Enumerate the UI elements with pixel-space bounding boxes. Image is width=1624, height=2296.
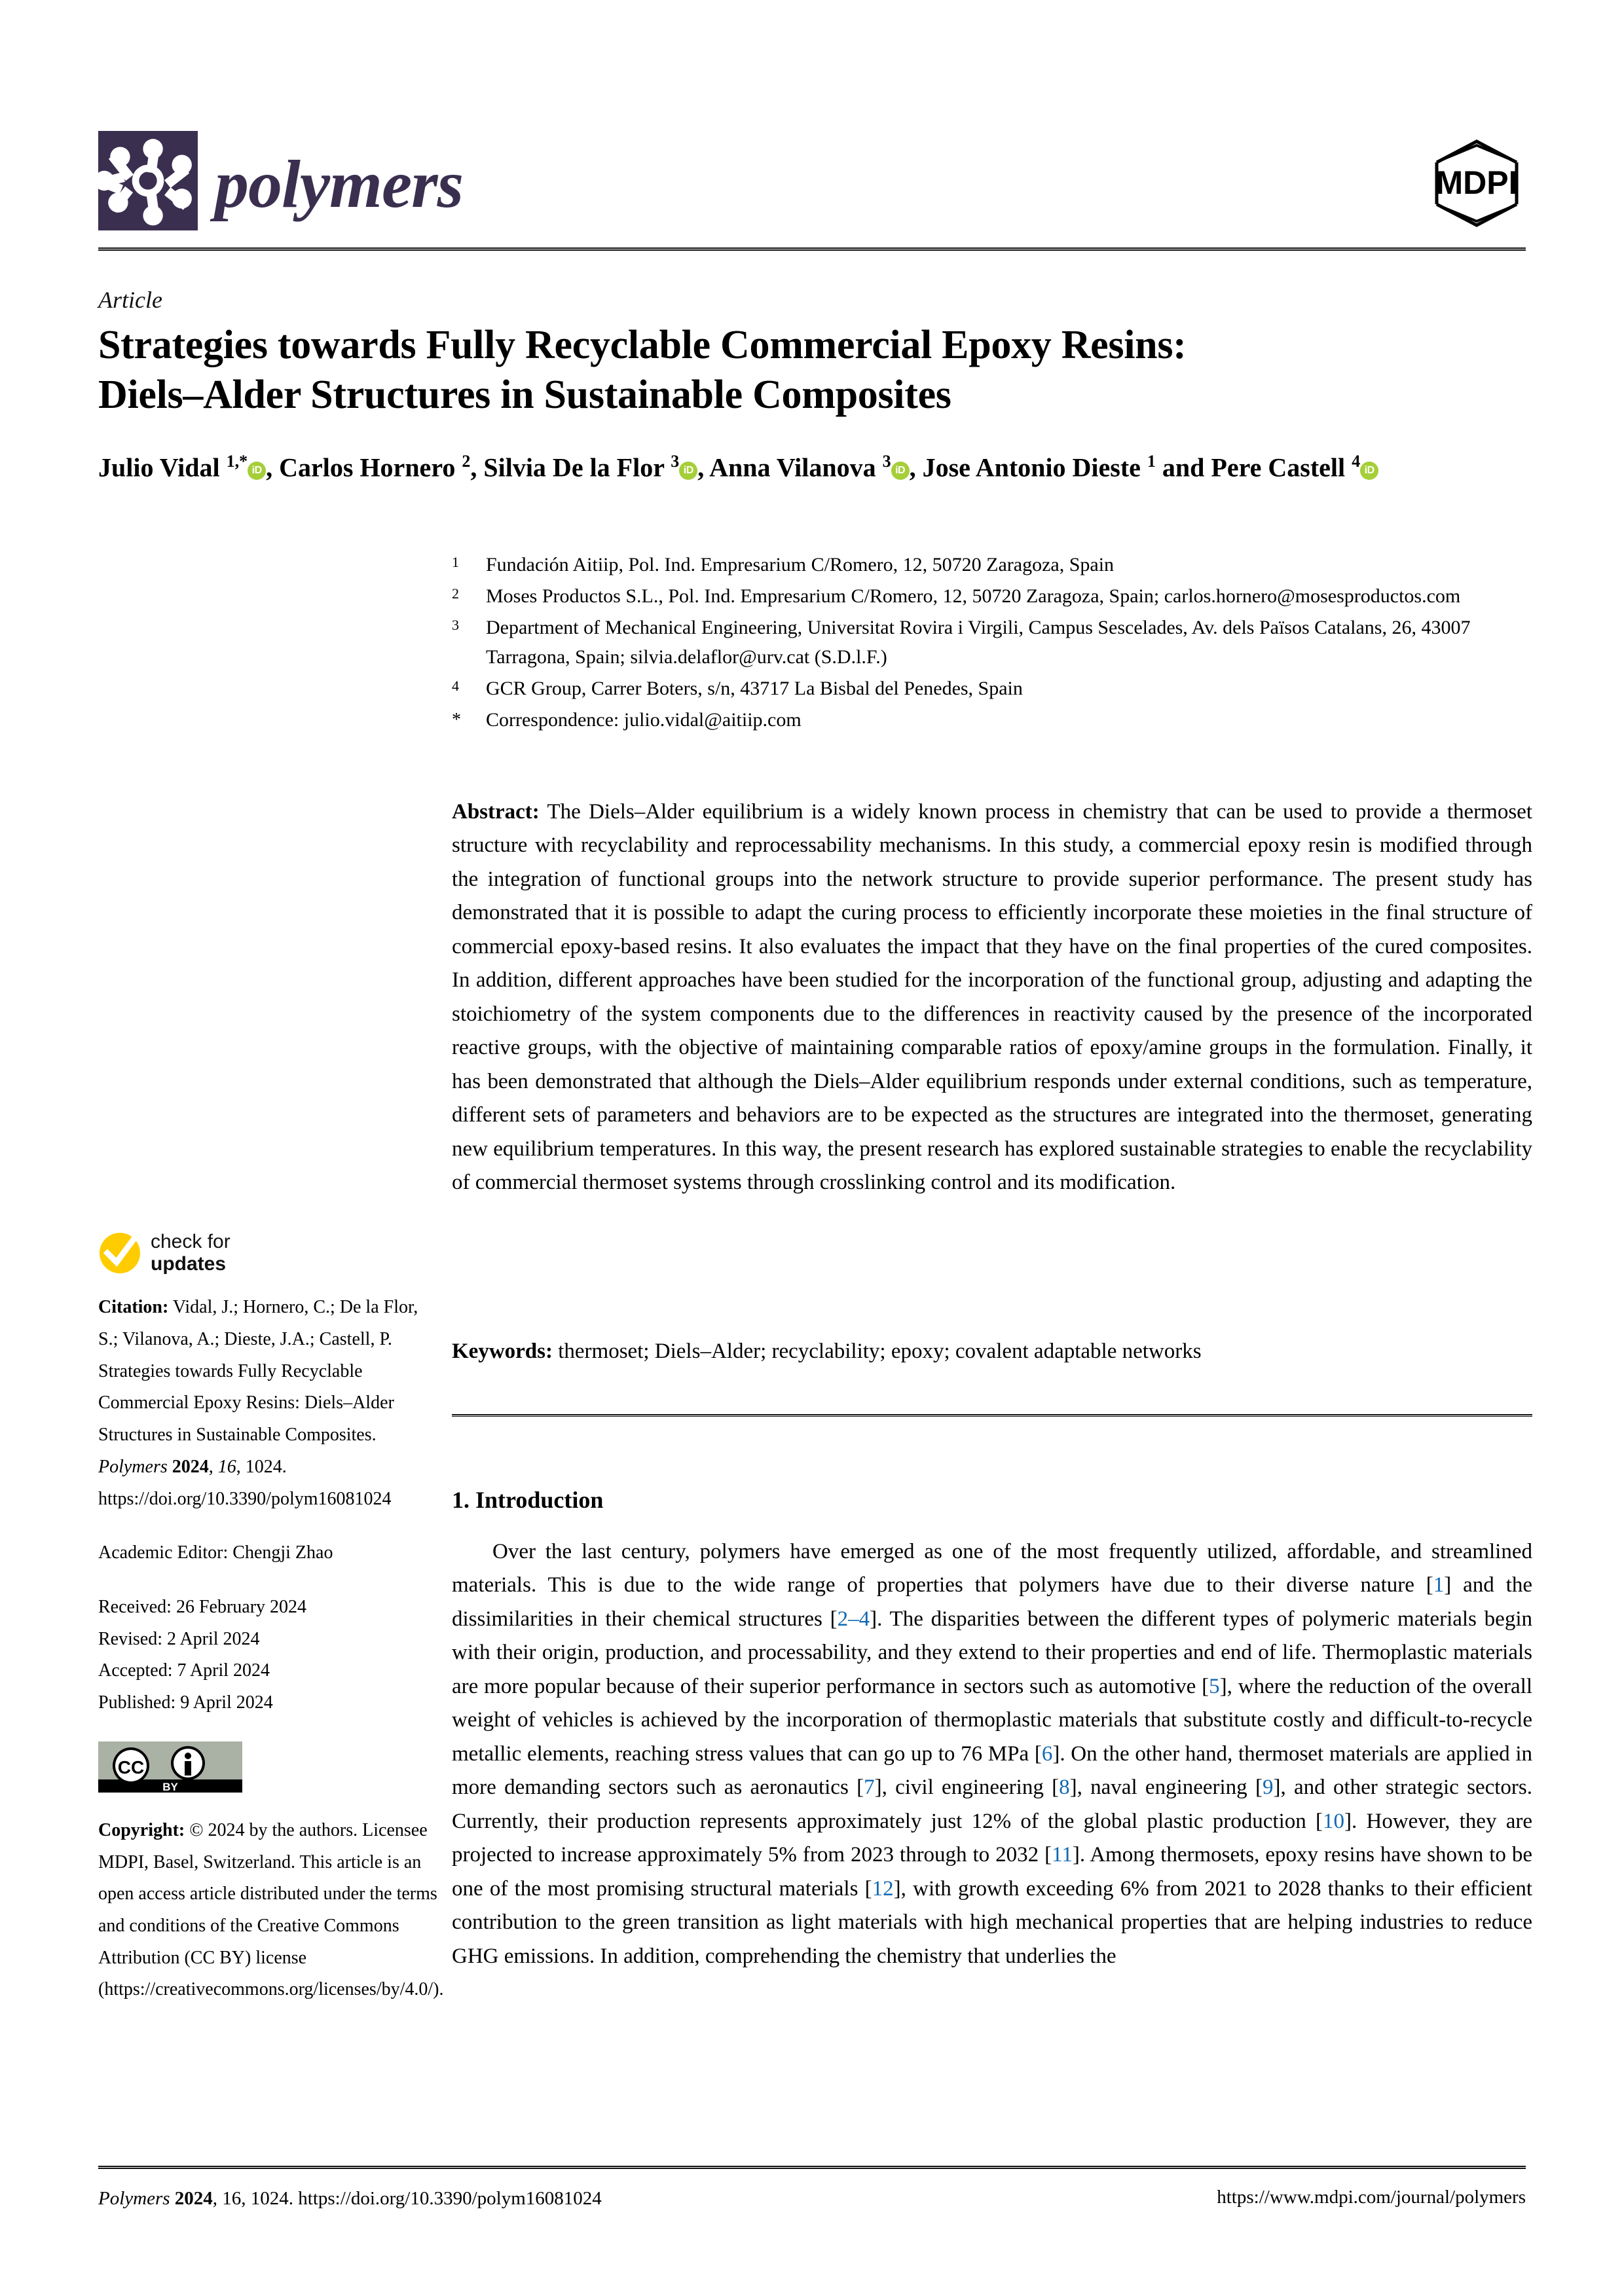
author-list	[98, 450, 1539, 484]
publication-date-row: Published: 9 April 2024	[98, 1692, 273, 1713]
citation-reference-link[interactable]: 5	[1209, 1674, 1220, 1698]
header-divider	[98, 247, 1526, 251]
affiliation-row	[452, 705, 1532, 735]
citation-reference-link[interactable]: 2–4	[837, 1607, 870, 1631]
citation-reference-link[interactable]: 9	[1262, 1776, 1274, 1800]
citation-reference-link[interactable]: 6	[1041, 1741, 1053, 1766]
author-separator: ,	[909, 452, 923, 483]
journal-logo[interactable]	[98, 131, 463, 230]
keywords-block	[452, 1336, 1532, 1368]
paragraph-text: ], where the reduction of the overall weight of vehicles is achieved by the incorporation of thermoplastic materials that substitute costly and difficult-to-recycle metallic elements, reaching stress values that can go up to 76 MPa [	[452, 1674, 1532, 1766]
journal-name: polymers	[215, 147, 464, 222]
title-line-2: Diels–Alder Structures in Sustainable Composites	[98, 372, 951, 417]
cc-by-license-badge[interactable]	[98, 1741, 242, 1793]
affiliation-text: Correspondence: julio.vidal@aitiip.com	[486, 709, 802, 731]
citation-year: 2024	[172, 1456, 209, 1477]
footer-journal: Polymers	[98, 2188, 170, 2209]
abstract-divider	[452, 1414, 1532, 1417]
affiliation-marker: *	[452, 710, 461, 730]
section-heading-introduction: 1. Introduction	[452, 1487, 604, 1513]
footer-url[interactable]: https://www.mdpi.com/journal/polymers	[1217, 2187, 1526, 2208]
abstract-label: Abstract:	[452, 800, 540, 824]
citation-doi[interactable]: https://doi.org/10.3390/polym16081024	[98, 1488, 392, 1509]
footer-divider	[98, 2166, 1526, 2169]
citation-journal: Polymers	[98, 1456, 168, 1477]
author-affiliation-marker: 3	[671, 452, 680, 471]
author-affiliation-marker: 4	[1352, 452, 1361, 471]
affiliation-row	[452, 674, 1532, 703]
copyright-text: © 2024 by the authors. Licensee MDPI, Basel, Switzerland. This article is an open access article distributed under the terms and conditions of the Creative Commons Attribution (CC BY) license (https://creativecommons.org/licenses/by/4.0/).	[98, 1819, 444, 2000]
affiliation-text: Moses Productos S.L., Pol. Ind. Empresarium C/Romero, 12, 50720 Zaragoza, Spain; carlos.hornero@mosesproductos.com	[486, 585, 1461, 607]
affiliation-row	[452, 613, 1532, 672]
orcid-icon[interactable]: iD	[1360, 462, 1378, 480]
paragraph-text: ], civil engineering [	[874, 1776, 1060, 1800]
citation-authors: Vidal, J.; Hornero, C.; De la Flor, S.; Vilanova, A.; Dieste, J.A.; Castell, P.	[98, 1297, 418, 1349]
author-separator: ,	[470, 452, 484, 483]
citation-pages: 1024	[245, 1456, 282, 1477]
author-separator: ,	[266, 452, 280, 483]
mdpi-logo[interactable]	[1428, 136, 1526, 228]
svg-text:CC: CC	[117, 1757, 145, 1777]
author-affiliation-marker: 3	[882, 452, 891, 471]
paragraph-text: ], with growth exceeding 6% from 2021 to 2028 thanks to their efficient contribution to the green transition as light materials with high mechanical properties that are helping industries to reduce GHG emissions. In addition, comprehending the chemistry that underlies the	[452, 1876, 1532, 1968]
page-header	[98, 131, 1526, 236]
affiliation-text: Fundación Aitiip, Pol. Ind. Empresarium C/Romero, 12, 50720 Zaragoza, Spain	[486, 554, 1115, 575]
title-line-1: Strategies towards Fully Recyclable Commercial Epoxy Resins:	[98, 323, 1187, 367]
introduction-paragraph	[452, 1535, 1532, 1973]
affiliations-block	[452, 550, 1532, 737]
sidebar	[98, 1231, 444, 2028]
author-name: Silvia De la Flor	[483, 452, 671, 483]
check-mark-icon	[98, 1231, 141, 1275]
citation-title: Strategies towards Fully Recyclable Commercial Epoxy Resins: Diels–Alder Structures in Sustainable Composites.	[98, 1360, 394, 1446]
author-name: Carlos Hornero	[279, 452, 462, 483]
affiliation-marker: 2	[452, 585, 459, 602]
citation-volume: 16	[217, 1456, 236, 1477]
paragraph-text: ] and the dissimilarities in their chemical structures [	[452, 1573, 1532, 1631]
citation-label: Citation:	[98, 1297, 169, 1318]
copyright-label: Copyright:	[98, 1819, 185, 1840]
publication-date-row: Received: 26 February 2024	[98, 1596, 307, 1617]
footer-rest: , 16, 1024. https://doi.org/10.3390/polym16081024	[212, 2188, 602, 2209]
affiliation-marker: 4	[452, 678, 459, 694]
citation-reference-link[interactable]: 7	[864, 1776, 875, 1800]
polymers-molecule-icon	[98, 131, 198, 230]
check-for-updates-badge[interactable]	[98, 1231, 439, 1275]
publication-date-row: Revised: 2 April 2024	[98, 1628, 260, 1649]
check-for-updates-label	[151, 1231, 231, 1275]
orcid-icon[interactable]: iD	[248, 462, 266, 480]
svg-text:MDPI: MDPI	[1435, 164, 1518, 201]
affiliation-marker: 1	[452, 554, 459, 570]
paragraph-text: ]. Among thermosets, epoxy resins have shown to be one of the most promising structural materials [	[452, 1843, 1532, 1901]
academic-editor-name: Chengji Zhao	[232, 1542, 333, 1563]
academic-editor-label: Academic Editor:	[98, 1542, 229, 1563]
paragraph-text: ], and other strategic sectors. Currently, their production represents approximately just 12% of the global plastic production [	[452, 1776, 1533, 1833]
academic-editor-block	[98, 1537, 439, 1569]
orcid-icon[interactable]: iD	[891, 462, 910, 480]
publication-date-row: Accepted: 7 April 2024	[98, 1660, 270, 1681]
page-title	[98, 321, 1532, 420]
author-name: Jose Antonio Dieste	[922, 452, 1147, 483]
cfu-line-2: updates	[151, 1252, 227, 1275]
author-separator: ,	[697, 452, 710, 483]
citation-reference-link[interactable]: 11	[1052, 1843, 1073, 1867]
affiliation-row	[452, 581, 1532, 611]
footer-citation	[98, 2187, 602, 2212]
citation-reference-link[interactable]: 12	[872, 1876, 894, 1901]
article-type-label: Article	[98, 287, 162, 313]
author-affiliation-marker: 2	[462, 452, 471, 471]
citation-reference-link[interactable]: 10	[1323, 1809, 1345, 1833]
author-affiliation-marker: 1,*	[226, 452, 248, 471]
svg-text:BY: BY	[162, 1780, 178, 1793]
citation-reference-link[interactable]: 8	[1059, 1776, 1070, 1800]
paragraph-text: ], naval engineering [	[1069, 1776, 1263, 1800]
affiliation-row	[452, 550, 1532, 579]
author-name: Julio Vidal	[98, 452, 227, 483]
affiliation-text: GCR Group, Carrer Boters, s/n, 43717 La Bisbal del Penedes, Spain	[486, 678, 1023, 699]
copyright-block	[98, 1815, 444, 2006]
keywords-text: thermoset; Diels–Alder; recyclability; epoxy; covalent adaptable networks	[558, 1339, 1202, 1363]
cfu-line-1: check for	[151, 1231, 231, 1252]
paragraph-text: Over the last century, polymers have emerged as one of the most frequently utilized, affordable, and streamlined materials. This is due to the wide range of properties that polymers have due to their diverse nature [	[452, 1540, 1532, 1597]
footer-year: 2024	[174, 2188, 213, 2209]
affiliation-text: Department of Mechanical Engineering, Universitat Rovira i Virgili, Campus Sescelades, Av. dels Països Catalans, 26, 43007 Tarragona, Spain; silvia.delaflor@urv.cat (S.D.l.F.)	[486, 617, 1471, 668]
author-separator: and	[1155, 452, 1211, 483]
paragraph-text: ]. The disparities between the different types of polymeric materials begin with their origin, production, and processability, and they extend to their properties and end of life. Thermoplastic materials are more popular because of their superior performance in sectors such as automotive [	[452, 1607, 1532, 1698]
paragraph-text: ]. However, they are projected to increase approximately 5% from 2023 through to 2032 [	[452, 1809, 1532, 1867]
author-name: Pere Castell	[1211, 452, 1352, 483]
affiliation-marker: 3	[452, 617, 459, 633]
author-affiliation-marker: 1	[1147, 452, 1156, 471]
abstract-text: The Diels–Alder equilibrium is a widely known process in chemistry that can be used to provide a thermoset structure with recyclability and reprocessability mechanisms. In this study, a commercial epoxy resin is modified through the integration of functional groups into the network structure to provide superior performance. The present study has demonstrated that it is possible to adapt the curing process to efficiently incorporate these moieties in the final structure of commercial epoxy-based resins. It also evaluates the impact that they have on the final properties of the cured composites. In addition, different approaches have been studied for the incorporation of the functional group, adjusting and adapting the stoichiometry of the system components due to the differences in reactivity caused by the presence of the incorporated reactive groups, with the objective of maintaining comparable ratios of epoxy/amine groups in the formulation. Finally, it has been demonstrated that although the Diels–Alder equilibrium responds under external conditions, such as temperature, different sets of parameters and behaviors are to be expected as the structures are integrated into the thermoset, generating new equilibrium temperatures. In this way, the present research has explored sustainable strategies to enable the recyclability of commercial thermoset systems through crosslinking control and its modification.	[452, 800, 1532, 1195]
abstract-block	[452, 795, 1532, 1200]
citation-reference-link[interactable]: 1	[1433, 1573, 1445, 1597]
orcid-icon[interactable]: iD	[679, 462, 697, 480]
paragraph-text: ]. On the other hand, thermoset materials are applied in more demanding sectors such as aeronautics [	[452, 1741, 1532, 1800]
citation-block: Citation: Vidal, J.; Hornero, C.; De la Flor, S.; Vilanova, A.; Dieste, J.A.; Castell, P. Strategies towards Fully Recyclable Commercial Epoxy Resins: Diels–Alder Structures in Sustainable Composites. Polymers 2024, 16, 1024. https://doi.org/10.3390/polym16081024	[98, 1297, 418, 1509]
author-name: Anna Vilanova	[709, 452, 883, 483]
publication-dates	[98, 1592, 439, 1719]
keywords-label: Keywords:	[452, 1339, 553, 1363]
